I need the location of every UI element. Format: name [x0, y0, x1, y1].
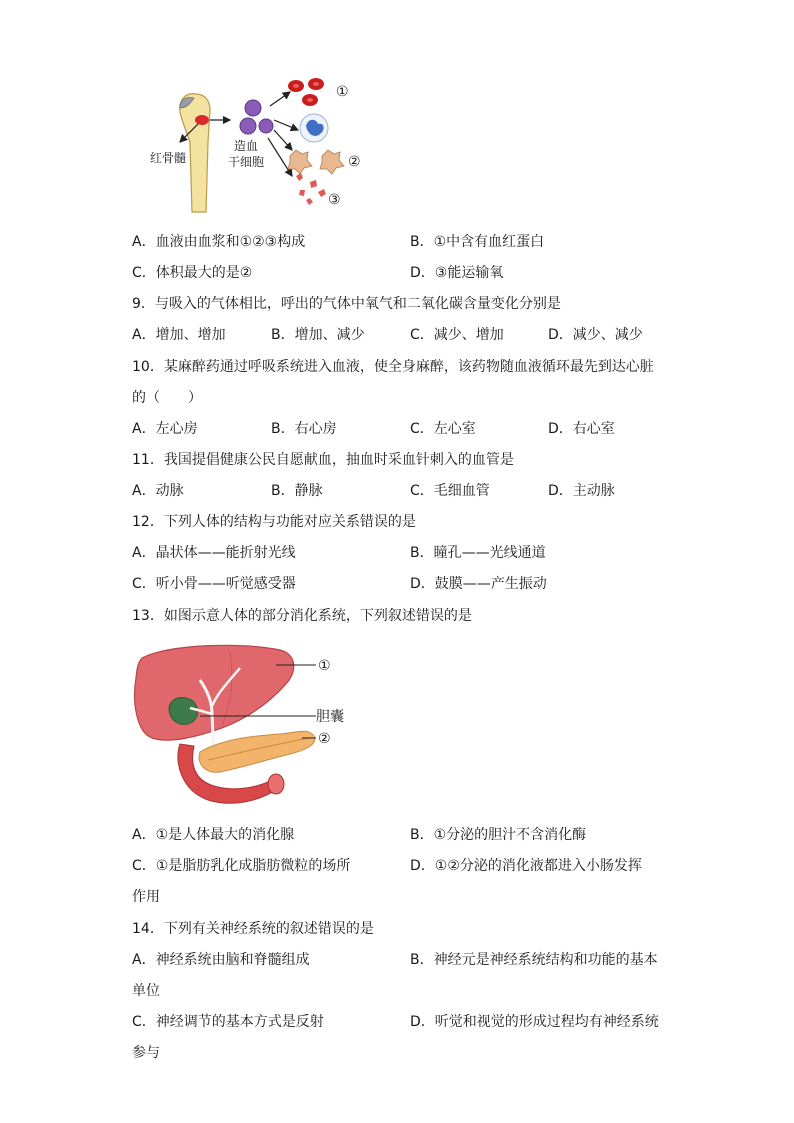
q10-option-b: B．右心房: [271, 421, 337, 437]
q8-option-c: C．体积最大的是②: [132, 265, 253, 281]
q13-option-a: A．①是人体最大的消化腺: [132, 827, 295, 843]
q10-option-c: C．左心室: [410, 421, 476, 437]
q14-option-d: D．听觉和视觉的形成过程均有神经系统: [410, 1014, 659, 1030]
q13-option-b: B．①分泌的胆汁不含消化酶: [410, 827, 587, 843]
q9-option-d: D．减少、减少: [548, 327, 643, 343]
q13-option-d: D．①②分泌的消化液都进入小肠发挥: [410, 858, 642, 874]
pancreas-drawing: [199, 731, 315, 772]
q12-option-d: D．鼓膜——产生振动: [410, 576, 547, 592]
label-1: ①: [318, 658, 331, 674]
q13-option-cont: 作用: [132, 889, 160, 905]
label-stem-line2: 干细胞: [228, 155, 265, 169]
marker-2: ②: [348, 154, 361, 170]
blood-cell-figure: [140, 72, 370, 222]
q12-option-a: A．晶状体——能折射光线: [132, 545, 296, 561]
q14-option-b: B．神经元是神经系统结构和功能的基本: [410, 952, 658, 968]
white-blood-cell: [300, 114, 328, 142]
q10-stem-line2: 的（ ）: [132, 390, 202, 406]
q11-option-b: B．静脉: [271, 483, 323, 499]
q13-option-c: C．①是脂肪乳化成脂肪微粒的场所: [132, 858, 351, 874]
label-red-marrow: 红骨髓: [150, 151, 187, 165]
q10-option-a: A．左心房: [132, 421, 198, 437]
red-marrow-spot: [195, 115, 209, 125]
marker-1: ①: [336, 84, 349, 100]
liver-drawing: [135, 645, 294, 740]
q10-option-d: D．右心室: [548, 421, 615, 437]
platelet-cells: [288, 150, 344, 174]
q13-stem: 13．如图示意人体的部分消化系统，下列叙述错误的是: [132, 608, 472, 624]
marker-3: ③: [328, 192, 341, 208]
q11-option-a: A．动脉: [132, 483, 184, 499]
q8-option-a: A．血液由血浆和①②③构成: [132, 234, 306, 250]
q14-option-c: C．神经调节的基本方式是反射: [132, 1014, 324, 1030]
red-blood-cells: [288, 78, 324, 106]
stem-cells: [240, 100, 273, 134]
digestive-system-figure: [130, 640, 370, 810]
label-stem-line1: 造血: [234, 139, 259, 153]
q12-option-c: C．听小骨——听觉感受器: [132, 576, 296, 592]
q10-stem-line1: 10．某麻醉药通过呼吸系统进入血液，使全身麻醉，该药物随血液循环最先到达心脏: [132, 359, 654, 375]
q9-option-a: A．增加、增加: [132, 327, 226, 343]
q14-option-a: A．神经系统由脑和脊髓组成: [132, 952, 310, 968]
label-gallbladder: 胆囊: [316, 709, 344, 725]
q14-option-b-cont: 单位: [132, 983, 160, 999]
platelet-fragments: [296, 173, 326, 205]
q9-stem: 9．与吸入的气体相比，呼出的气体中氧气和二氧化碳含量变化分别是: [132, 296, 561, 312]
q11-option-d: D．主动脉: [548, 483, 615, 499]
q8-option-d: D．③能运输氧: [410, 265, 504, 281]
q8-option-b: B．①中含有血红蛋白: [410, 234, 545, 250]
q12-option-b: B．瞳孔——光线通道: [410, 545, 546, 561]
label-2: ②: [318, 731, 331, 747]
q11-stem: 11．我国提倡健康公民自愿献血，抽血时采血针刺入的血管是: [132, 452, 514, 468]
q9-option-c: C．减少、增加: [410, 327, 504, 343]
q14-stem: 14．下列有关神经系统的叙述错误的是: [132, 921, 374, 937]
q14-option-d-cont: 参与: [132, 1045, 160, 1061]
q11-option-c: C．毛细血管: [410, 483, 490, 499]
gallbladder-drawing: [169, 698, 197, 725]
q12-stem: 12．下列人体的结构与功能对应关系错误的是: [132, 514, 416, 530]
q9-option-b: B．增加、减少: [271, 327, 365, 343]
